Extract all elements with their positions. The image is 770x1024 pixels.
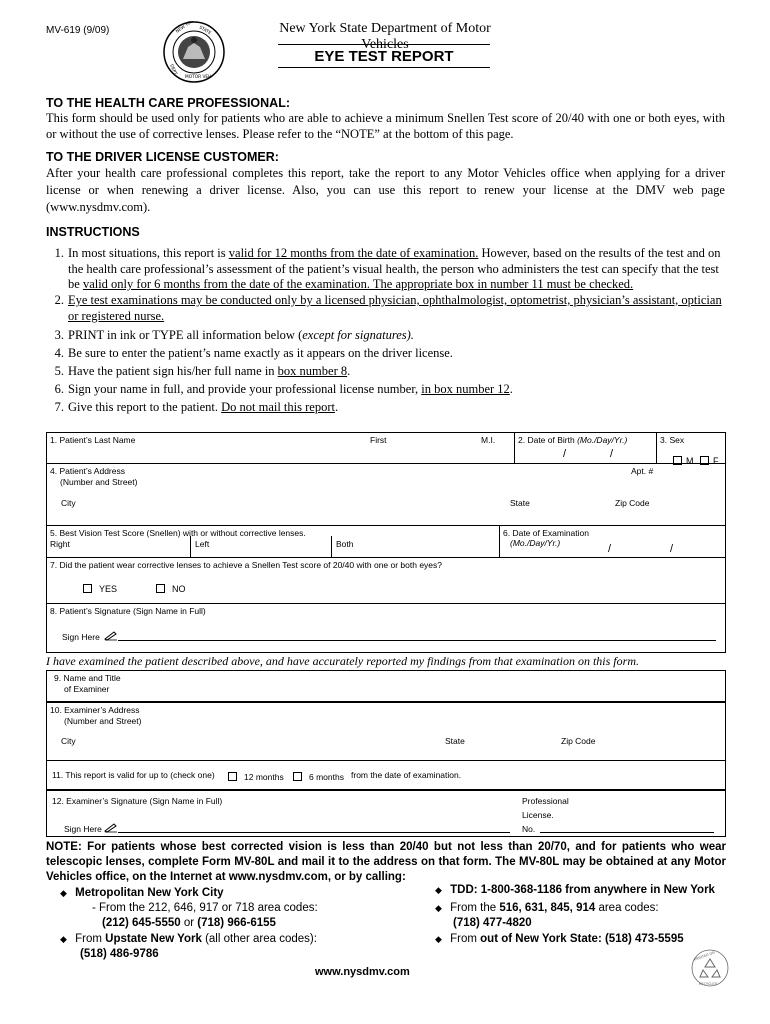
sex-m-label: M: [686, 456, 694, 466]
exam-date-slash: /: [608, 543, 612, 555]
col-divider: [331, 536, 332, 557]
f6-exam-date-format: (Mo./Day/Yr.): [510, 538, 561, 548]
i7-a: Give this report to the patient.: [68, 400, 222, 414]
i4: Be sure to enter the patient’s name exactly as it appears on the driver license.: [68, 346, 453, 360]
examiner-pen-icon: [104, 820, 118, 838]
customer-text: After your health care professional completes this report, take the report to any Motor Vehicles office when applying for a driver license or when renewing a driver license. Also, you can use this report to renew your license at the DMV web page (www.nysdmv.com).: [46, 166, 725, 214]
state-seal-icon: [163, 21, 225, 83]
both-eyes-score-input[interactable]: [360, 538, 495, 555]
oos-label: out of New York State:: [480, 933, 602, 945]
f1-last-name-label: 1. Patient’s Last Name: [50, 435, 136, 445]
diamond-bullet-icon: ◆: [60, 888, 67, 898]
i1-a: In most situations, this report is: [68, 246, 229, 260]
i2: Eye test examinations may be conducted only by a licensed physician, ophthalmologist, optometrist, physician’s assistant, optician or registered nurse.: [68, 293, 722, 323]
li-suffix: area codes:: [595, 902, 659, 914]
contact-li: [435, 901, 659, 916]
i6-a: Sign your name in full, and provide your professional license number,: [68, 382, 422, 396]
f8-signature-label: 8. Patient’s Signature (Sign Name in Full): [50, 606, 206, 616]
lenses-yes-option: [83, 579, 117, 597]
i1-d: valid only for 6 months from the date of the examination. The appropriate box in number 11 must be checked.: [82, 277, 634, 291]
right-eye-label: Right: [50, 539, 70, 549]
oos-phone: (518) 473-5595: [601, 933, 684, 945]
f11-validity-label: 11. This report is valid for up to (check one): [52, 770, 215, 780]
lenses-no-option: [156, 579, 186, 597]
f9-examiner-name-label: 9. Name and Title: [54, 673, 121, 683]
patient-address-input[interactable]: [160, 470, 620, 484]
patient-city-state-zip-input[interactable]: [61, 509, 721, 523]
contact-metro: [60, 886, 224, 901]
lenses-yes-checkbox[interactable]: [83, 584, 92, 593]
upstate-label: Upstate New York: [105, 933, 202, 945]
form-title: EYE TEST REPORT: [314, 48, 454, 65]
patient-name-input[interactable]: [50, 446, 510, 461]
exam-date-slash: /: [670, 543, 674, 555]
f9-examiner-title-label: of Examiner: [64, 684, 110, 694]
metro-label: Metropolitan New York City: [75, 887, 224, 899]
examiner-sign-here-label: Sign Here: [64, 824, 102, 834]
f7-lenses-label: 7. Did the patient wear corrective lenses to achieve a Snellen Test score of 20/40 with one or both eyes?: [50, 560, 443, 570]
svg-text:MOTOR VEH: MOTOR VEH: [185, 75, 212, 80]
f2-dob-text: 2. Date of Birth: [518, 435, 578, 445]
examiner-signature-line[interactable]: [118, 832, 510, 833]
state-label: State: [510, 498, 530, 508]
recycled-paper-icon: [690, 948, 730, 988]
department-name: New York State Department of Motor Vehicles: [279, 21, 491, 52]
f11-validity-suffix: from the date of examination.: [351, 770, 462, 780]
f4-address-label: 4. Patient’s Address: [50, 466, 125, 476]
row-divider: [46, 557, 726, 558]
col-divider: [190, 536, 191, 557]
i5-b: box number 8: [277, 364, 348, 378]
i5-c: .: [347, 364, 351, 378]
upstate-from: From: [75, 933, 106, 945]
validity-6-months-label: 6 months: [309, 772, 344, 782]
oos-from: From: [450, 933, 481, 945]
lenses-no-label: NO: [172, 584, 186, 594]
row-divider: [46, 603, 726, 604]
contact-upstate: [60, 932, 317, 947]
certification-statement: I have examined the patient described above, and have accurately reported my findings from that examination on this form.: [46, 654, 639, 668]
dob-slash: /: [610, 448, 614, 460]
metro-phone-2: (718) 966-6155: [197, 917, 276, 929]
i1-b: valid for 12 months from the date of examination.: [228, 246, 479, 260]
metro-or: or: [180, 917, 198, 929]
svg-text:PRINTED ON: PRINTED ON: [693, 950, 716, 962]
sex-m-option: [673, 451, 694, 469]
i6-b: in box number 12: [421, 382, 510, 396]
row-divider: [46, 760, 726, 761]
metro-phone-1: (212) 645-5550: [102, 917, 181, 929]
license-label: License.: [522, 810, 554, 820]
col-divider: [514, 432, 515, 463]
examiner-address-input[interactable]: [160, 708, 720, 726]
license-no-label: No.: [522, 824, 536, 834]
examiner-zip-label: Zip Code: [561, 736, 596, 746]
li-phone: (718) 477-4820: [453, 917, 532, 929]
note-text: NOTE: For patients whose best corrected vision is less than 20/40 but not less than 20/70, and for patients who wear telescopic lenses, complete Form MV-80L and mail it to the address on that form. The MV-80L may be obtained at any Motor Vehicles office, on the Internet at www.nysdmv.com, or by calling:: [46, 841, 726, 883]
col-divider: [499, 525, 500, 557]
sex-m-checkbox[interactable]: [673, 456, 682, 465]
apt-label: Apt. #: [631, 466, 654, 476]
f2-dob-label: [518, 435, 627, 445]
sex-f-label: F: [713, 456, 719, 466]
instructions-heading: INSTRUCTIONS: [46, 225, 140, 239]
right-eye-score-input[interactable]: [80, 538, 185, 555]
f2-dob-format: (Mo./Day/Yr.): [577, 435, 628, 445]
exam-date-input[interactable]: [570, 540, 720, 555]
svg-text:DEPT: DEPT: [168, 63, 178, 77]
validity-12-months-option: [228, 767, 284, 785]
col-divider: [656, 432, 657, 463]
lenses-yes-label: YES: [99, 584, 118, 594]
validity-12-months-label: 12 months: [244, 772, 284, 782]
health-pro-text: This form should be used only for patients who are able to achieve a minimum Snellen Test score of 20/40 with one or both eyes, with or without the use of corrective lenses. Please refer to the “NOTE” at the bottom of this page.: [46, 111, 725, 141]
customer-heading: TO THE DRIVER LICENSE CUSTOMER:: [46, 150, 279, 164]
f1-mi-label: M.I.: [481, 435, 496, 445]
i1-c: However, based on the results of the test and on the health care professional’s assessment of the patient’s visual health, the person who administers the test can specify that the test be: [68, 246, 721, 291]
diamond-bullet-icon: ◆: [60, 934, 67, 944]
both-eyes-label: Both: [336, 539, 354, 549]
city-label: City: [61, 498, 76, 508]
svg-text:RECYCLED: RECYCLED: [699, 982, 718, 986]
health-pro-heading: TO THE HEALTH CARE PROFESSIONAL:: [46, 96, 290, 110]
svg-text:STATE: STATE: [198, 25, 212, 37]
metro-codes: - From the 212, 646, 917 or 718 area codes:: [92, 902, 318, 914]
metro-phones: [102, 916, 276, 931]
sex-f-checkbox[interactable]: [700, 456, 709, 465]
examiner-name-input[interactable]: [140, 676, 720, 698]
diamond-bullet-icon: ◆: [435, 903, 442, 913]
row-divider: [46, 525, 726, 526]
i3-b: except for signatures).: [302, 328, 414, 342]
title-rule-bottom: [278, 67, 490, 68]
i7-b: Do not mail this report: [221, 400, 335, 414]
lenses-no-checkbox[interactable]: [156, 584, 165, 593]
pen-icon: [104, 628, 118, 646]
form-code: MV-619 (9/09): [46, 25, 110, 36]
f6-exam-date-label: 6. Date of Examination: [503, 528, 589, 538]
upstate-codes: (all other area codes):: [201, 933, 317, 945]
dob-slash: /: [563, 448, 567, 460]
validity-12-months-checkbox[interactable]: [228, 772, 237, 781]
left-eye-label: Left: [195, 539, 210, 549]
upstate-phone: (518) 486-9786: [80, 948, 159, 960]
row-divider: [46, 463, 726, 464]
f5-vision-label: 5. Best Vision Test Score (Snellen) with or without corrective lenses.: [50, 528, 306, 538]
diamond-bullet-icon: ◆: [435, 934, 442, 944]
f10-examiner-address-sublabel: (Number and Street): [64, 716, 142, 726]
svg-text:NEW YORK: NEW YORK: [175, 21, 198, 35]
i3-a: PRINT in ink or TYPE all information below (: [68, 328, 303, 342]
li-from: From the: [450, 902, 500, 914]
f10-examiner-address-label: 10. Examiner’s Address: [50, 705, 140, 715]
f3-sex-label: 3. Sex: [660, 435, 685, 445]
examiner-city-state-zip-input[interactable]: [61, 746, 721, 758]
tdd-label: TDD: 1-800-368-1186 from anywhere in New York: [450, 884, 715, 896]
zip-label: Zip Code: [615, 498, 650, 508]
f12-examiner-signature-label: 12. Examiner’s Signature (Sign Name in Full): [52, 796, 223, 806]
instructions-list: 1. In most situations, this report is valid for 12 months from the date of examination. However, based on the results of the test and on the health care professional’s assessment of the patient’s visual health, the person who administers the test can specify that the test be valid only for 6 months from the date of the examination. The appropriate box in number 11 must be checked. 2. Eye test examinations may be conducted only by a licensed physician, ophthalmologist, optometrist, physician’s assistant, optician or registered nurse. 3. PRINT in ink or TYPE all information below (except for signatures). 4. Be sure to enter the patient’s name exactly as it appears on the driver license. 5. Have the patient sign his/her full name in box number 8. 6. Sign your name in full, and provide your professional license number, in box number 12. 7. Give this report to the patient. Do not mail this report.: [42, 246, 742, 421]
f1-first-name-label: First: [370, 435, 387, 445]
validity-6-months-checkbox[interactable]: [293, 772, 302, 781]
license-number-line[interactable]: [540, 832, 714, 833]
contact-tdd: [435, 883, 715, 898]
sign-here-label: Sign Here: [62, 632, 100, 642]
examiner-state-label: State: [445, 736, 465, 746]
professional-label: Professional: [522, 796, 569, 806]
f4-address-sublabel: (Number and Street): [60, 477, 138, 487]
i6-c: .: [509, 382, 513, 396]
sex-f-option: [700, 451, 719, 469]
i5-a: Have the patient sign his/her full name in: [68, 364, 278, 378]
examiner-city-label: City: [61, 736, 76, 746]
contact-oos: [435, 932, 684, 947]
li-codes: 516, 631, 845, 914: [499, 902, 596, 914]
i7-c: .: [334, 400, 339, 414]
diamond-bullet-icon: ◆: [435, 885, 442, 895]
title-rule-top: [278, 44, 490, 45]
dob-input[interactable]: [518, 446, 654, 461]
left-eye-score-input[interactable]: [220, 538, 325, 555]
validity-6-months-option: [293, 767, 344, 785]
website-link[interactable]: www.nysdmv.com: [315, 966, 410, 978]
patient-signature-line[interactable]: [118, 640, 716, 641]
